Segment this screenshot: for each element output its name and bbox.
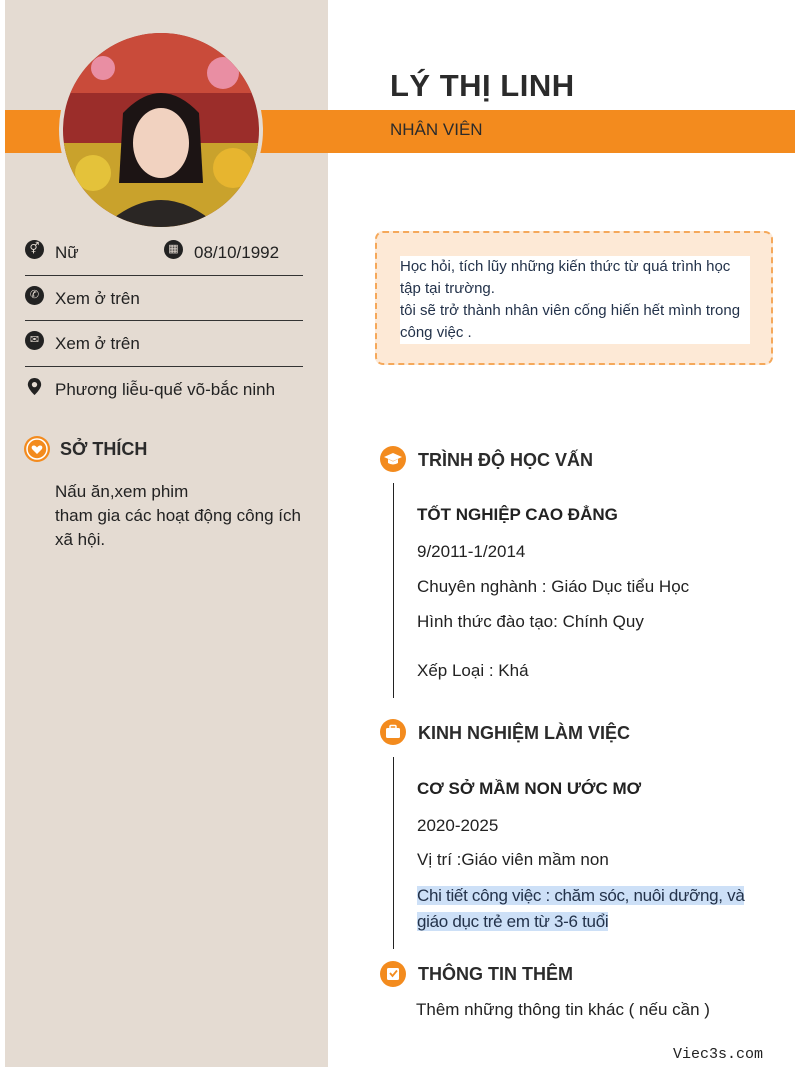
address-value: Phương liễu-quế võ-bắc ninh: [55, 380, 276, 399]
experience-details: [417, 883, 757, 935]
extra-info-text: Thêm những thông tin khác ( nếu cần ): [416, 1000, 710, 1019]
hobbies-title: SỞ THÍCH: [60, 439, 148, 459]
education-title: TRÌNH ĐỘ HỌC VẤN: [418, 450, 593, 470]
experience-title: KINH NGHIỆM LÀM VIỆC: [418, 723, 631, 743]
address-row: [25, 377, 303, 407]
objective-line-2: tôi sẽ trở thành nhân viên cống hiến hết mình trong công việc .: [400, 302, 741, 341]
education-period: 9/2011-1/2014: [417, 542, 526, 561]
heart-icon: [24, 436, 50, 462]
phone-icon: ✆: [25, 286, 44, 305]
location-pin-icon: [25, 377, 44, 396]
experience-period: 2020-2025: [417, 816, 499, 835]
gender-value: Nữ: [55, 243, 79, 262]
gender-birthday-row: [25, 240, 303, 276]
education-degree: TỐT NGHIỆP CAO ĐẲNG: [417, 505, 618, 524]
avatar: [63, 33, 259, 227]
briefcase-icon: [380, 719, 406, 745]
graduation-cap-icon: [380, 446, 406, 472]
education-grade: Xếp Loại : Khá: [417, 661, 529, 680]
education-mode: Hình thức đào tạo: Chính Quy: [417, 612, 644, 631]
calendar-icon: ▦: [164, 240, 183, 259]
career-objective-box: [375, 231, 773, 365]
experience-timeline: [393, 757, 394, 949]
email-value: Xem ở trên: [55, 334, 140, 353]
objective-line-1: Học hỏi, tích lũy những kiến thức từ quá trình học tập tại trường.: [400, 258, 731, 297]
hobby-line-2: tham gia các hoạt động công ích xã hội.: [55, 506, 301, 549]
experience-company: CƠ SỞ MẦM NON ƯỚC MƠ: [417, 779, 642, 798]
avatar-photo: [63, 33, 259, 227]
experience-role: Vị trí :Giáo viên mầm non: [417, 850, 609, 869]
footer-brand: Viec3s.com: [673, 1046, 764, 1063]
hobby-line-1: Nấu ăn,xem phim: [55, 482, 189, 501]
email-row: [25, 331, 303, 367]
phone-row: [25, 286, 303, 321]
career-objective-text: [400, 256, 750, 344]
extra-info-title: THÔNG TIN THÊM: [418, 964, 573, 984]
full-name: LÝ THỊ LINH: [390, 68, 575, 103]
phone-value: Xem ở trên: [55, 289, 140, 308]
education-timeline: [393, 483, 394, 698]
job-position: NHÂN VIÊN: [390, 120, 483, 139]
email-icon: ✉: [25, 331, 44, 350]
experience-details-text: Chi tiết công việc : chăm sóc, nuôi dưỡng, và giáo dục trẻ em từ 3-6 tuổi: [417, 886, 745, 931]
education-major: Chuyên nghành : Giáo Dục tiểu Học: [417, 577, 690, 596]
gender-icon: ⚥: [25, 240, 44, 259]
info-icon: [380, 961, 406, 987]
hobbies-text: [55, 480, 301, 552]
birthday-value: 08/10/1992: [194, 243, 280, 262]
